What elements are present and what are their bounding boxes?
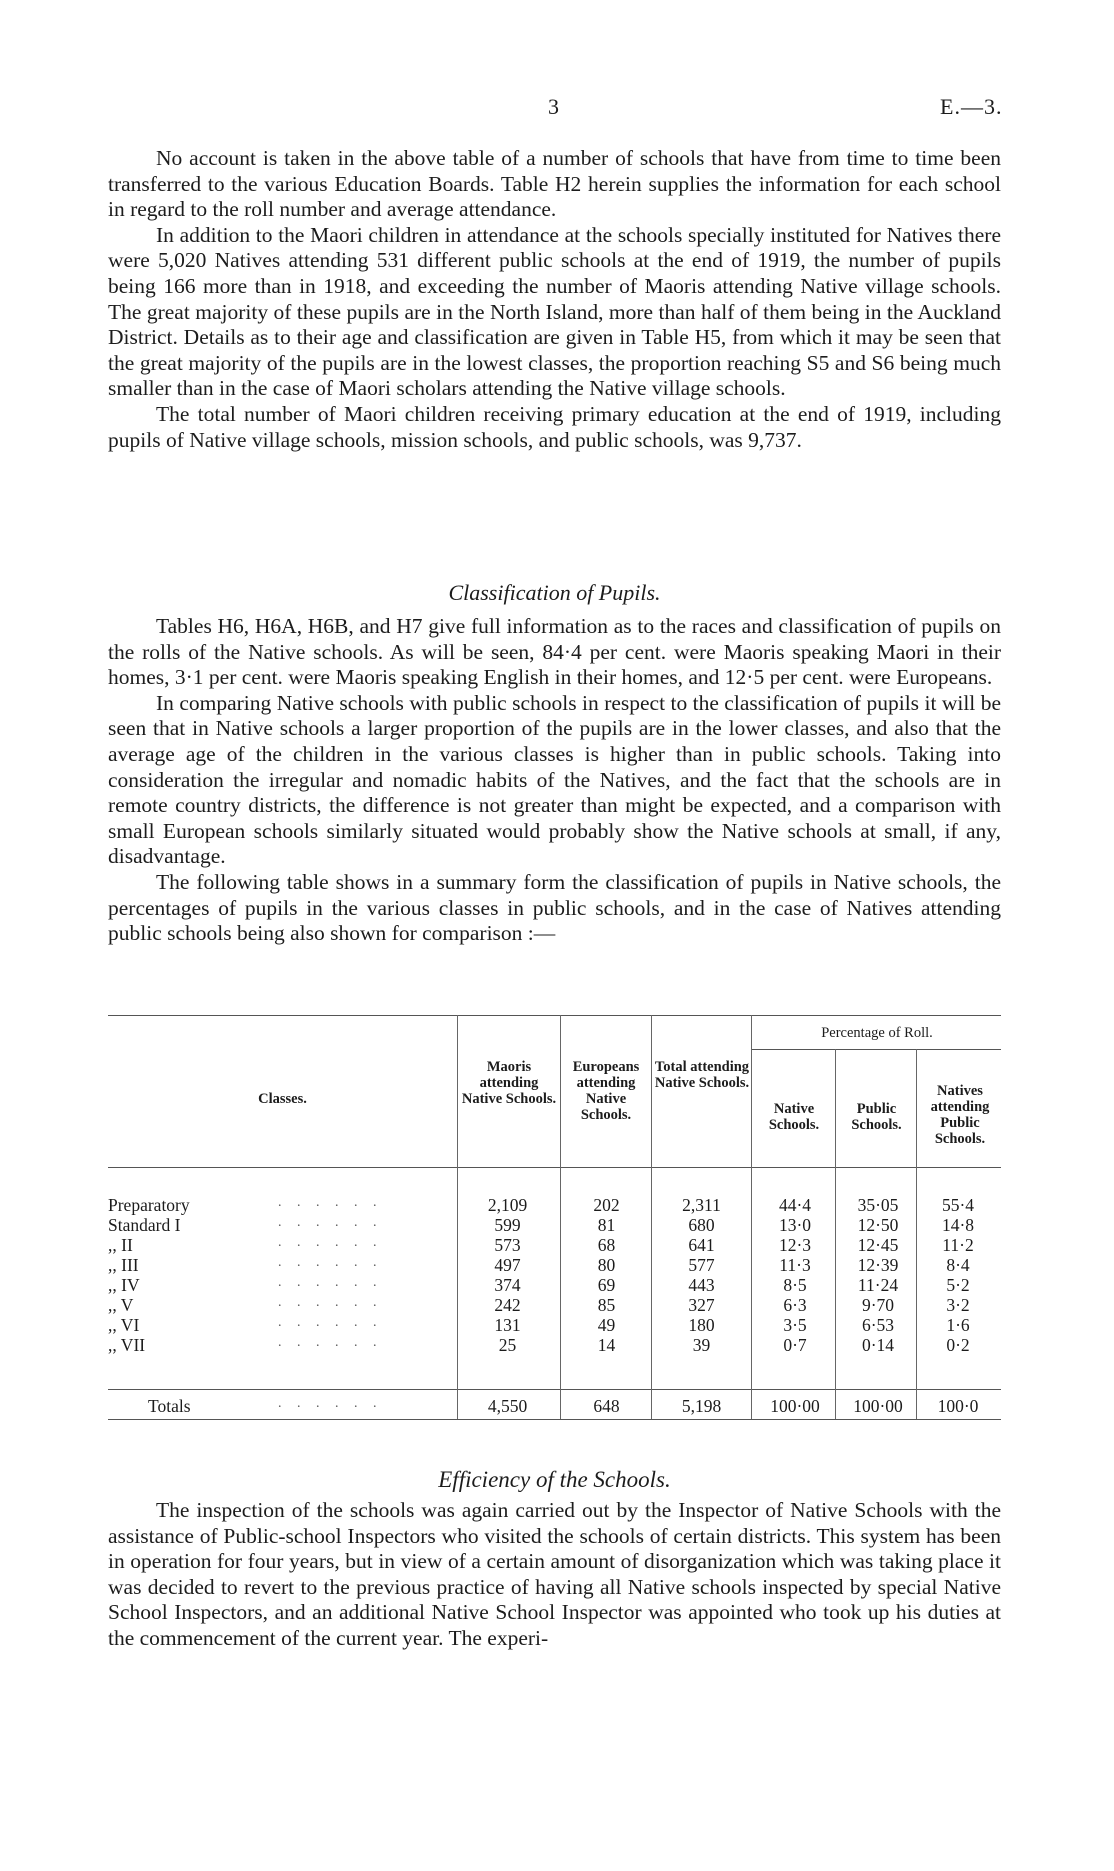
cell-public-pct: 11·24 <box>857 1275 899 1295</box>
text-block-classification <box>108 614 1001 947</box>
cell-public-pct: 12·50 <box>857 1215 899 1235</box>
cell-europeans: 14 <box>597 1335 616 1355</box>
table-row <box>108 1195 1001 1215</box>
percentage-group-rule <box>751 1049 1001 1050</box>
cell-natives-public-pct: 5·2 <box>946 1275 970 1295</box>
cell-public-pct: 12·39 <box>857 1255 899 1275</box>
cell-natives-public-pct: 11·2 <box>942 1235 974 1255</box>
total-public-pct: 100·00 <box>853 1396 903 1416</box>
cell-native-pct: 0·7 <box>783 1335 807 1355</box>
table-top-rule <box>108 1015 1001 1016</box>
table-row <box>108 1235 1001 1255</box>
table-row <box>108 1215 1001 1235</box>
cell-natives-public-pct: 8·4 <box>946 1255 970 1275</box>
cell-public-pct: 9·70 <box>861 1295 895 1315</box>
cell-maoris: 242 <box>494 1295 521 1315</box>
leader-dots: . . . . . . <box>278 1335 383 1350</box>
cell-maoris: 573 <box>494 1235 521 1255</box>
cell-total: 577 <box>688 1255 715 1275</box>
cell-total: 327 <box>688 1295 715 1315</box>
cell-total: 39 <box>692 1335 711 1355</box>
leader-dots: . . . . . . <box>278 1295 383 1310</box>
row-label: ,, V <box>108 1295 134 1315</box>
page-number: 3 <box>548 94 559 119</box>
cell-total: 2,311 <box>682 1195 721 1215</box>
header-europeans: Europeans attending Native Schools. <box>572 1059 640 1123</box>
totals-label: Totals <box>148 1396 191 1416</box>
table-header-rule <box>108 1167 1001 1168</box>
table-row <box>108 1275 1001 1295</box>
text-block-intro <box>108 146 1001 453</box>
cell-europeans: 81 <box>597 1215 616 1235</box>
leader-dots: . . . . . . <box>278 1195 383 1210</box>
cell-native-pct: 11·3 <box>779 1255 811 1275</box>
row-label: ,, VII <box>108 1335 146 1355</box>
cell-europeans: 80 <box>597 1255 616 1275</box>
section-heading-classification: Classification of Pupils. <box>448 580 661 605</box>
table-row <box>108 1255 1001 1275</box>
cell-native-pct: 8·5 <box>783 1275 807 1295</box>
text-block-efficiency <box>108 1498 1001 1652</box>
cell-native-pct: 3·5 <box>783 1315 807 1335</box>
cell-europeans: 69 <box>597 1275 616 1295</box>
paragraph: No account is taken in the above table of a number of schools that have from time to time been transferred to the various Education Boards. Table H2 herein supplies the information for each school in regard to the roll number and average attendance. <box>108 146 1001 222</box>
cell-natives-public-pct: 3·2 <box>946 1295 970 1315</box>
header-maoris: Maoris attending Native Schools. <box>461 1059 557 1107</box>
table-row <box>108 1315 1001 1335</box>
cell-total: 680 <box>688 1215 715 1235</box>
paragraph: In addition to the Maori children in attendance at the schools specially instituted for Natives there were 5,020 Natives attending 531 different public schools at the end of 1919, the number of pupils being 166 more than in 1918, and exceeding the number of Maoris attending Native village schools. The great majority of these pupils are in the North Island, more than half of them being in the Auckland District. Details as to their age and classification are given in Table H5, from which it may be seen that the great majority of the pupils are in the lowest classes, the proportion reaching S5 and S6 being much smaller than in the case of Maori scholars attending the Native village schools. <box>108 222 1001 401</box>
header-percentage-group: Percentage of Roll. <box>821 1025 933 1041</box>
total-native-pct: 100·00 <box>770 1396 820 1416</box>
leader-dots: . . . . . . <box>278 1315 383 1330</box>
cell-europeans: 49 <box>597 1315 616 1335</box>
cell-native-pct: 13·0 <box>778 1215 812 1235</box>
cell-maoris: 131 <box>494 1315 521 1335</box>
cell-native-pct: 12·3 <box>778 1235 812 1255</box>
leader-dots: . . . . . . <box>278 1255 383 1270</box>
table-row <box>108 1295 1001 1315</box>
leader-dots: . . . . . . <box>278 1396 383 1411</box>
cell-europeans: 85 <box>597 1295 616 1315</box>
header-classes: Classes. <box>258 1091 307 1107</box>
leader-dots: . . . . . . <box>278 1275 383 1290</box>
cell-natives-public-pct: 14·8 <box>941 1215 975 1235</box>
row-label: ,, VI <box>108 1315 140 1335</box>
total-total: 5,198 <box>681 1396 722 1416</box>
cell-maoris: 25 <box>498 1335 517 1355</box>
table-bottom-rule <box>108 1419 1001 1420</box>
cell-maoris: 374 <box>494 1275 521 1295</box>
cell-public-pct: 6·53 <box>861 1315 895 1335</box>
row-label: Preparatory <box>108 1195 190 1215</box>
cell-public-pct: 12·45 <box>857 1235 899 1255</box>
table-totals-rule <box>108 1389 1001 1390</box>
cell-public-pct: 0·14 <box>861 1335 895 1355</box>
cell-natives-public-pct: 0·2 <box>946 1335 970 1355</box>
paragraph: The inspection of the schools was again carried out by the Inspector of Native Schools with the assistance of Public-school Inspectors who visited the schools of certain districts. This system has been in operation for four years, but in view of a certain amount of disorganization which was taking place it was decided to revert to the previous practice of having all Native schools inspected by special Native School Inspectors, and an additional Native School Inspector was appointed who took up his duties at the commencement of the current year. The experi- <box>108 1498 1001 1650</box>
leader-dots: . . . . . . <box>278 1215 383 1230</box>
page-reference: E.—3. <box>940 94 1003 119</box>
cell-native-pct: 44·4 <box>778 1195 812 1215</box>
paragraph: The following table shows in a summary form the classification of pupils in Native schools, the percentages of pupils in the various classes in public schools, and in the case of Natives attending public schools being also shown for comparison :— <box>108 869 1001 946</box>
table-row <box>108 1335 1001 1355</box>
row-label: Standard I <box>108 1215 181 1235</box>
cell-maoris: 497 <box>494 1255 521 1275</box>
total-natives-public-pct: 100·0 <box>937 1396 979 1416</box>
cell-maoris: 599 <box>494 1215 521 1235</box>
header-public-pct: Public Schools. <box>851 1101 902 1133</box>
header-total: Total attending Native Schools. <box>654 1059 750 1091</box>
paragraph: Tables H6, H6A, H6B, and H7 give full information as to the races and classification of pupils on the rolls of the Native schools. As will be seen, 84·4 per cent. were Maoris speaking Maori in their homes, 3·1 per cent. were Maoris speaking English in their homes, and 12·5 per cent. were Europeans. <box>108 614 1001 690</box>
total-maoris: 4,550 <box>487 1396 528 1416</box>
row-label: ,, III <box>108 1255 139 1275</box>
table-totals-row <box>108 1396 1001 1416</box>
row-label: ,, IV <box>108 1275 140 1295</box>
cell-natives-public-pct: 55·4 <box>941 1195 975 1215</box>
section-heading-efficiency: Efficiency of the Schools. <box>438 1467 671 1492</box>
cell-total: 443 <box>688 1275 715 1295</box>
cell-total: 641 <box>688 1235 715 1255</box>
cell-natives-public-pct: 1·6 <box>946 1315 970 1335</box>
leader-dots: . . . . . . <box>278 1235 383 1250</box>
header-natives-public-pct: Natives attending Public Schools. <box>930 1083 990 1147</box>
cell-total: 180 <box>688 1315 715 1335</box>
row-label: ,, II <box>108 1235 133 1255</box>
cell-public-pct: 35·05 <box>857 1195 899 1215</box>
total-europeans: 648 <box>593 1396 620 1416</box>
cell-native-pct: 6·3 <box>783 1295 807 1315</box>
paragraph: The total number of Maori children receiving primary education at the end of 1919, including pupils of Native village schools, mission schools, and public schools, was 9,737. <box>108 401 1001 452</box>
cell-maoris: 2,109 <box>487 1195 528 1215</box>
paragraph: In comparing Native schools with public schools in respect to the classification of pupils it will be seen that in Native schools a larger proportion of the pupils are in the lower classes, and also that the average age of the children in the various classes is higher than in public schools. Taking into consideration the irregular and nomadic habits of the Natives, and the fact that the schools are in remote country districts, the difference is not greater than might be expected, and a comparison with small European schools similarly situated would probably show the Native schools at small, if any, disadvantage. <box>108 690 1001 869</box>
cell-europeans: 68 <box>597 1235 616 1255</box>
cell-europeans: 202 <box>593 1195 620 1215</box>
header-native-pct: Native Schools. <box>768 1101 820 1133</box>
